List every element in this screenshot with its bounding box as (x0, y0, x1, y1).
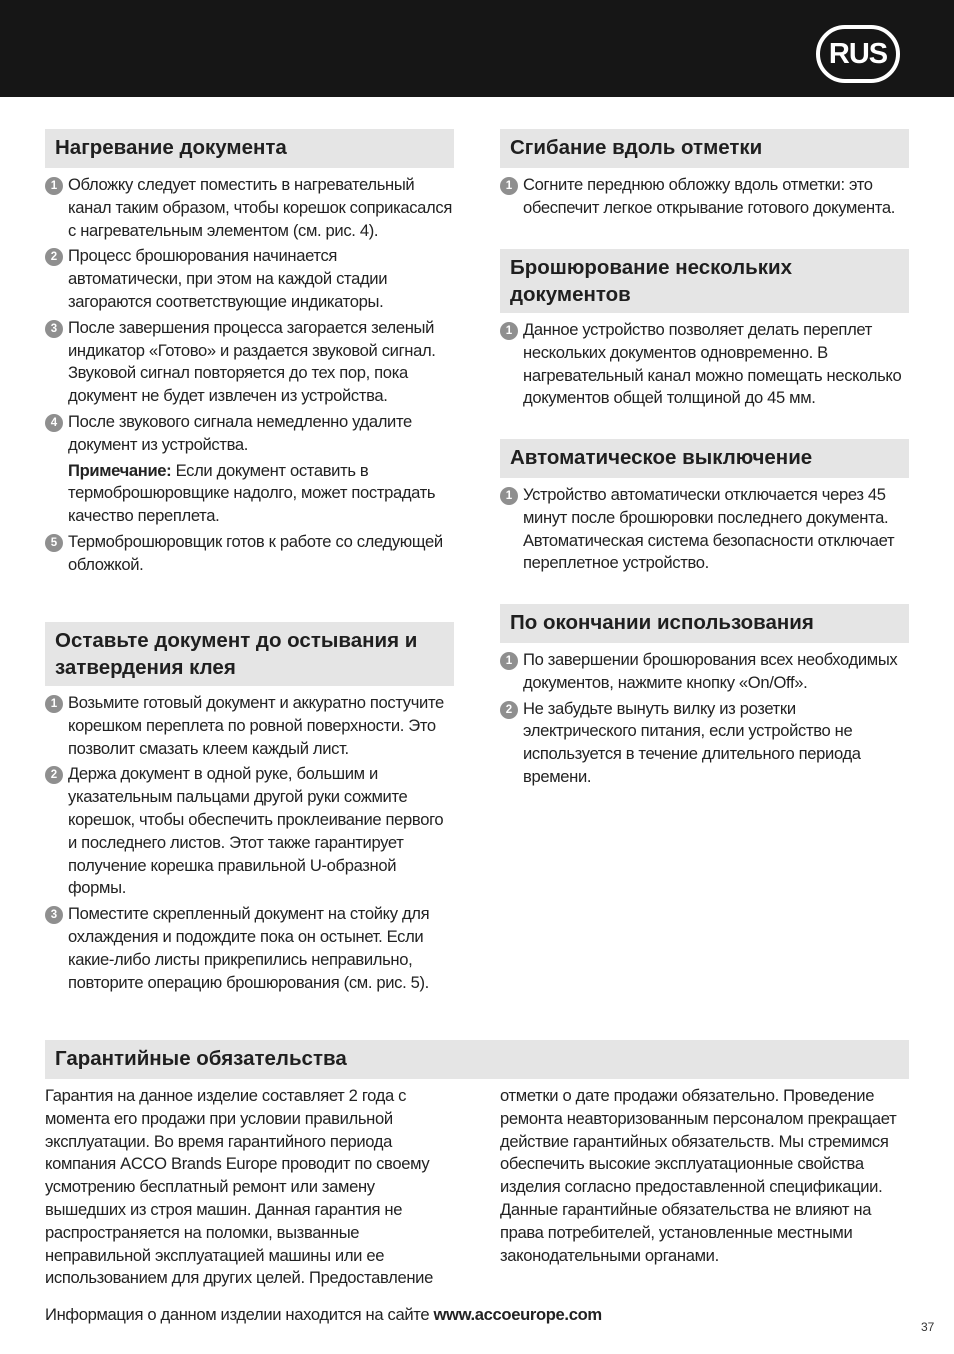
step-number-badge: 2 (45, 248, 63, 266)
warranty-section (45, 1040, 909, 1288)
language-badge: RUS (816, 25, 900, 83)
heating-step-2 (45, 245, 454, 313)
cooling-step-2 (45, 763, 454, 900)
step-text: После завершения процесса загорается зеленый индикатор «Готово» и раздается звуковой сигнал. Звуковой сигнал повторяется до тех пор, пока документ не будет извлечен из устройства. (68, 317, 436, 406)
section-heading-auto-off: Автоматическое выключение (500, 439, 909, 478)
right-column-folding (500, 129, 909, 223)
after-use-step-1 (500, 649, 909, 695)
multiple-steps (500, 319, 909, 410)
right-column-after-use (500, 604, 909, 792)
cooling-step-3 (45, 903, 454, 994)
section-heading-warranty: Гарантийные обязательства (45, 1040, 909, 1079)
footer-info (45, 1305, 602, 1325)
page-number: 37 (921, 1320, 935, 1334)
cooling-step-1 (45, 692, 454, 760)
heating-step-4 (45, 411, 454, 457)
right-column-multiple (500, 249, 909, 413)
header-bar (0, 0, 954, 97)
step-text: После звукового сигнала немедленно удалите документ из устройства. (68, 411, 412, 454)
step-number-badge: 2 (500, 701, 518, 719)
section-heading-heating: Нагревание документа (45, 129, 454, 168)
cooling-steps (45, 692, 454, 994)
step-text: Возьмите готовый документ и аккуратно постучите корешком переплета по ровной поверхности. Это позволит смазать клеем каждый лист. (68, 693, 444, 758)
section-heading-folding: Сгибание вдоль отметки (500, 129, 909, 168)
step-number-badge: 2 (45, 766, 63, 784)
step-text: Термоброшюровщик готов к работе со следующей обложкой. (68, 531, 443, 574)
step-text: По завершении брошюрования всех необходимых документов, нажмите кнопку «On/Off». (523, 650, 898, 692)
section-heading-after-use: По окончании использования (500, 604, 909, 643)
note-text: Если документ оставить в термоброшюровщике надолго, может пострадать качество переплета. (68, 460, 436, 526)
step-number-badge: 1 (500, 322, 518, 340)
heating-step-5 (45, 531, 454, 577)
footer-info-text: Информация о данном изделии находится на сайте (45, 1305, 434, 1324)
step-text: Процесс брошюрования начинается автоматически, при этом на каждой стадии загораются соответствующие индикаторы. (68, 246, 388, 311)
step-text: Держа документ в одной руке, большим и указательным пальцами другой руки сожмите корешок, чтобы обеспечить проклеивание первого и последнего листов. Этот также гарантирует получение корешка правильной U-образной формы. (68, 764, 444, 898)
step-text: Поместите скрепленный документ на стойку для охлаждения и подождите пока он остынет. Если какие-либо листы прикрепились неправильно, повторите операцию брошюрования (см. рис. 5). (68, 904, 430, 992)
step-text: Не забудьте вынуть вилку из розетки электрического питания, если устройство не используется в течение длительного периода времени. (523, 698, 861, 786)
warranty-text-right: отметки о дате продажи обязательно. Проведение ремонта неавторизованным персоналом прекращает действие гарантийных обязательств. Мы стремимся обеспечить высокие эксплуатационные свойства изделия согласно предоставленной спецификации. Данные гарантийные обязательства не влияют на права потребителей, установленные местными законодательными органами. (500, 1086, 897, 1265)
note-label: Примечание: (68, 460, 172, 480)
step-text: Устройство автоматически отключается через 45 минут после брошюровки последнего документа. Автоматическая система безопасности отключает переплетное устройство. (523, 485, 895, 573)
heating-step-1 (45, 174, 454, 242)
folding-step-1 (500, 174, 909, 220)
website-link[interactable]: www.accoeurope.com (433, 1305, 602, 1324)
step-text: Данное устройство позволяет делать переплет нескольких документов одновременно. В нагревательный канал можно помещать несколько документов общей толщиной до 45 мм. (523, 320, 902, 408)
step-number-badge: 1 (45, 695, 63, 713)
auto-off-step-1 (500, 484, 909, 575)
step-text: Обложку следует поместить в нагревательный канал таким образом, чтобы корешок соприкасался с нагревательным элементом (см. рис. 4). (68, 175, 452, 240)
auto-off-steps (500, 484, 909, 575)
heating-step-3 (45, 317, 454, 408)
heating-steps-continued (45, 531, 454, 577)
step-number-badge: 4 (45, 414, 63, 432)
heating-steps (45, 174, 454, 457)
left-column-cooling (45, 622, 454, 997)
step-text: Согните переднюю обложку вдоль отметки: это обеспечит легкое открывание готового документа. (523, 175, 895, 217)
step-number-badge: 1 (500, 652, 518, 670)
multiple-step-1 (500, 319, 909, 410)
after-use-step-2 (500, 698, 909, 789)
step-number-badge: 3 (45, 906, 63, 924)
step-number-badge: 5 (45, 534, 63, 552)
step-number-badge: 1 (500, 487, 518, 505)
warranty-text-left: Гарантия на данное изделие составляет 2 года с момента его продажи при условии правильной эксплуатации. Во время гарантийного периода компания ACCO Brands Europe проводит по своему усмотрению бесплатный ремонт или замену вышедших из строя машин. Данная гарантия не распространяется на поломки, вызванные неправильной эксплуатацией машины или ее использованием для других целей. Предоставление (45, 1086, 433, 1288)
left-column (45, 129, 454, 580)
step-number-badge: 3 (45, 320, 63, 338)
step-number-badge: 1 (45, 177, 63, 195)
after-use-steps (500, 649, 909, 789)
step-number-badge: 1 (500, 177, 518, 195)
section-heading-multiple: Брошюрование нескольких документов (500, 249, 909, 313)
section-heading-cooling: Оставьте документ до остывания и затвердения клея (45, 622, 454, 686)
folding-steps (500, 174, 909, 220)
heating-note (45, 460, 454, 528)
right-column-auto-off (500, 439, 909, 578)
